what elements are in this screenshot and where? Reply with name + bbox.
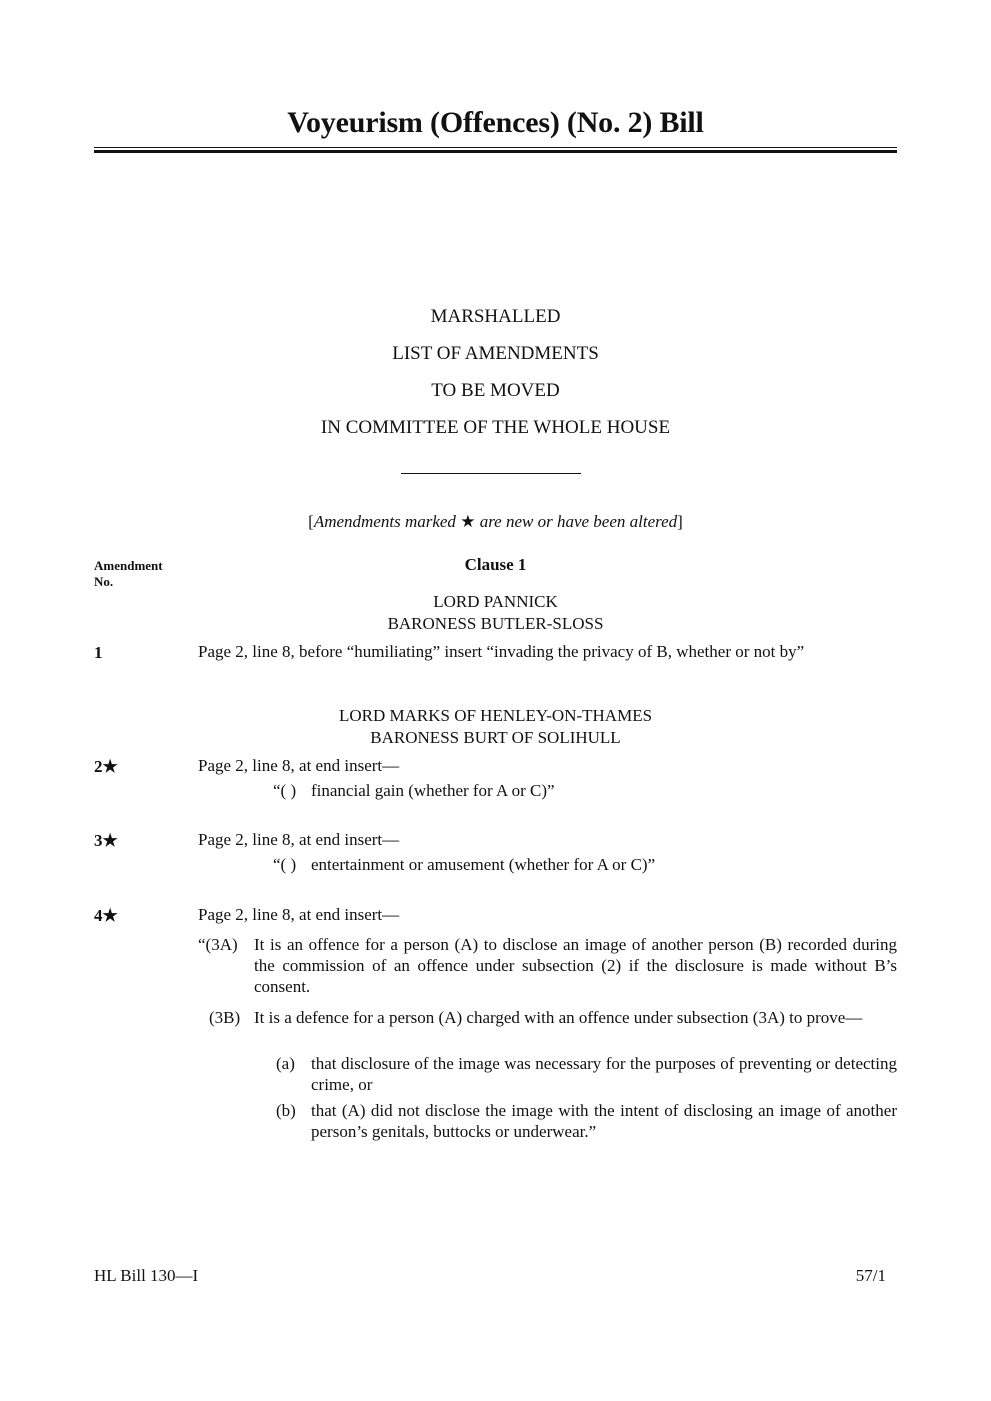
paragraph-label: (a) [276, 1054, 295, 1073]
amendment-number: 4★ [94, 906, 118, 925]
insert-label: “( ) [273, 781, 297, 800]
amendment-number: 3★ [94, 831, 118, 850]
heading-line-marshalled: MARSHALLED [430, 306, 561, 327]
note-text-before: Amendments marked [313, 512, 461, 531]
paragraph-text: that disclosure of the image was necessary for the purposes of preventing or detecting crime, or [311, 1054, 897, 1094]
sponsor-name: LORD MARKS OF HENLEY-ON-THAMES [338, 706, 653, 725]
insert-text: financial gain (whether for A or C)” [311, 781, 555, 800]
sponsor-name: BARONESS BUTLER-SLOSS [387, 614, 604, 633]
title-rule-thick [94, 150, 897, 153]
clause-heading: Clause 1 [464, 555, 527, 574]
subsection-label: (3B) [209, 1008, 241, 1027]
amendment-number: 2★ [94, 757, 118, 776]
note-close-bracket: ] [677, 512, 683, 531]
subsection-text: It is an offence for a person (A) to disclose an image of another person (B) recorded during the commission of an offence under subsection (2) if the disclosure is made without B’s consent. [254, 935, 897, 996]
bill-title: Voyeurism (Offences) (No. 2) Bill [287, 106, 704, 139]
sponsor-name: BARONESS BURT OF SOLIHULL [370, 728, 621, 747]
note-text-after: are new or have been altered [475, 512, 678, 531]
column-header-line2: No. [94, 574, 114, 589]
star-icon: ★ [460, 512, 476, 531]
heading-line-list: LIST OF AMENDMENTS [392, 343, 599, 364]
subsection-text: It is a defence for a person (A) charged with an offence under subsection (3A) to prove— [254, 1008, 863, 1027]
amendment-text: Page 2, line 8, before “humiliating” insert “invading the privacy of B, whether or not by” [198, 642, 805, 661]
subsection-label: “(3A) [198, 935, 238, 954]
heading-line-moved: TO BE MOVED [431, 380, 560, 401]
title-rule-thin [94, 147, 897, 148]
insert-label: “( ) [273, 855, 297, 874]
sponsor-name: LORD PANNICK [433, 592, 558, 611]
paragraph-text: that (A) did not disclose the image with the intent of disclosing an image of another person’s genitals, buttocks or underwear.” [311, 1101, 897, 1141]
amendments-note [94, 512, 897, 532]
note-open-bracket: [ [308, 512, 314, 531]
heading-divider [401, 473, 581, 474]
heading-line-committee: IN COMMITTEE OF THE WHOLE HOUSE [320, 417, 671, 438]
amendment-text: Page 2, line 8, at end insert— [198, 756, 400, 775]
sponsor-group-2 [198, 705, 793, 749]
page-reference: 57/1 [855, 1266, 886, 1285]
amendment-number: 1 [94, 643, 103, 662]
bill-reference: HL Bill 130—I [94, 1266, 199, 1285]
paragraph-label: (b) [276, 1101, 296, 1120]
amendment-text: Page 2, line 8, at end insert— [198, 830, 400, 849]
amendment-text: Page 2, line 8, at end insert— [198, 905, 400, 924]
insert-text: entertainment or amusement (whether for A or C)” [311, 855, 656, 874]
column-header-line1: Amendment [94, 558, 163, 573]
sponsor-group-1 [198, 591, 793, 635]
